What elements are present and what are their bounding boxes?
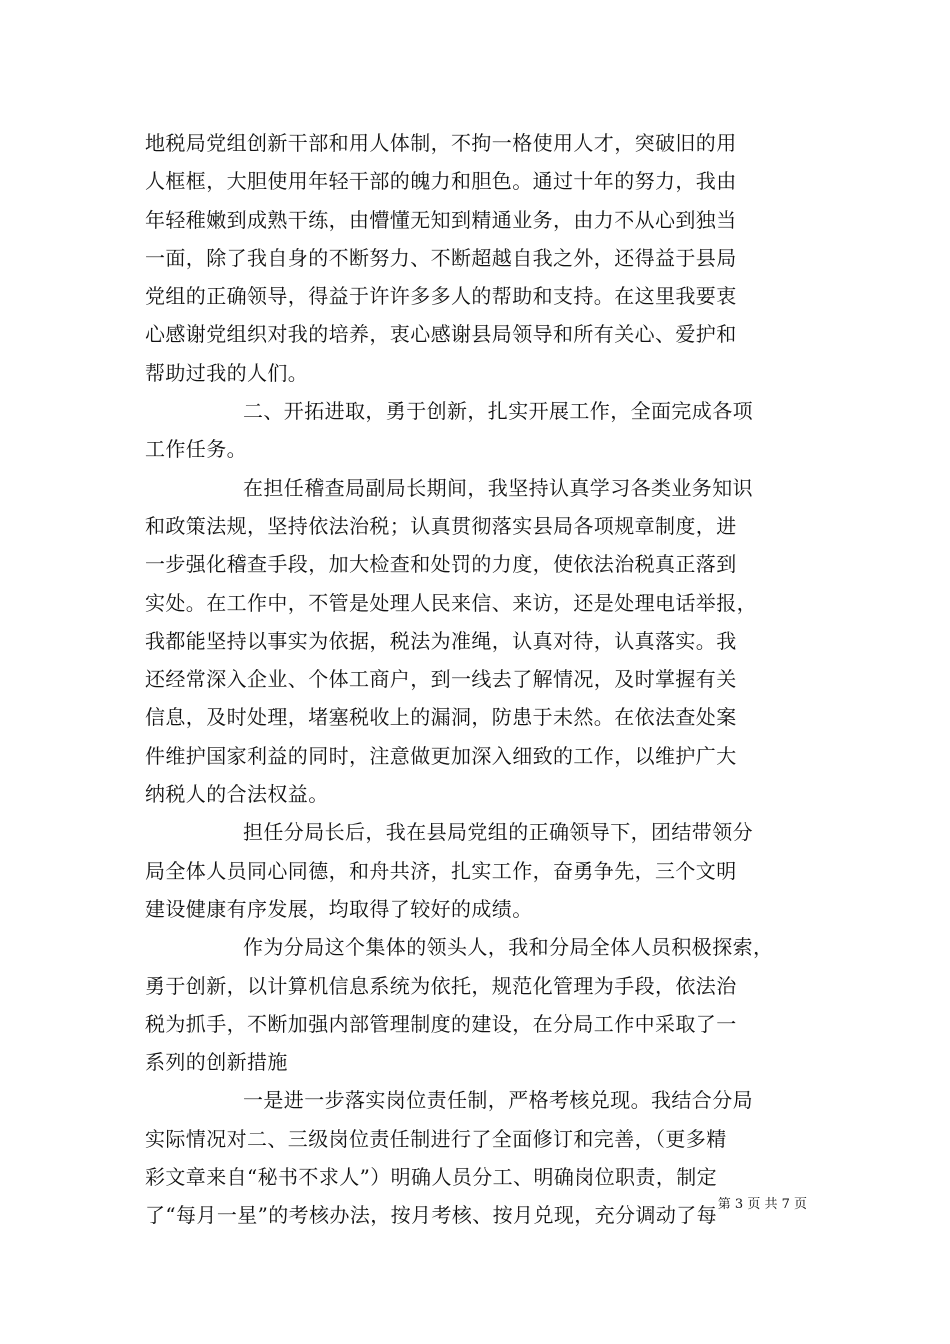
text-line: 心感谢党组织对我的培养，衷心感谢县局领导和所有关心、爱护和 [145, 322, 737, 347]
text-line: 一面，除了我自身的不断努力、不断超越自我之外，还得益于县局 [145, 245, 737, 270]
document-body [145, 124, 815, 1235]
text-line: 实处。在工作中，不管是处理人民来信、来访，还是处理电话举报， [145, 590, 757, 615]
text-line: 建设健康有序发展，均取得了较好的成绩。 [145, 896, 533, 921]
text-line: 工作任务。 [145, 437, 247, 462]
text-line: 帮助过我的人们。 [145, 360, 309, 385]
page-number: 第 3 页 共 7 页 [717, 1197, 807, 1212]
text-line: 在担任稽查局副局长期间，我坚持认真学习各类业务知识 [243, 475, 753, 500]
text-line: 作为分局这个集体的领头人，我和分局全体人员积极探索， [243, 935, 774, 960]
text-line: 了“每月一星”的考核办法，按月考核、按月兑现，充分调动了每 [145, 1203, 718, 1228]
text-line: 局全体人员同心同德，和舟共济，扎实工作，奋勇争先，三个文明 [145, 858, 737, 883]
text-line: 件维护国家利益的同时，注意做更加深入细致的工作，以维护广大 [145, 743, 737, 768]
text-line: 人框框，大胆使用年轻干部的魄力和胆色。通过十年的努力，我由 [145, 169, 737, 194]
text-line: 党组的正确领导，得益于许许多多人的帮助和支持。在这里我要衷 [145, 284, 737, 309]
text-line: 实际情况对二、三级岗位责任制进行了全面修订和完善，（更多精 [145, 1126, 727, 1151]
text-line: 和政策法规，坚持依法治税；认真贯彻落实县局各项规章制度，进 [145, 513, 737, 538]
text-line: 一步强化稽查手段，加大检查和处罚的力度，使依法治税真正落到 [145, 552, 737, 577]
text-line: 信息，及时处理，堵塞税收上的漏洞，防患于未然。在依法查处案 [145, 705, 737, 730]
text-line: 我都能坚持以事实为依据，税法为准绳，认真对待，认真落实。我 [145, 628, 737, 653]
text-line: 担任分局长后，我在县局党组的正确领导下，团结带领分 [243, 820, 753, 845]
text-line: 彩文章来自“秘书不求人”）明确人员分工、明确岗位职责，制定 [145, 1165, 718, 1190]
text-line: 地税局党组创新干部和用人体制，不拘一格使用人才，突破旧的用 [145, 131, 737, 155]
text-line: 二、开拓进取，勇于创新，扎实开展工作，全面完成各项 [243, 399, 753, 424]
text-line: 一是进一步落实岗位责任制，严格考核兑现。我结合分局 [243, 1088, 753, 1113]
text-line: 纳税人的合法权益。 [145, 782, 329, 807]
text-line: 勇于创新，以计算机信息系统为依托，规范化管理为手段，依法治 [145, 973, 737, 998]
text-line: 系列的创新措施 [145, 1050, 288, 1075]
text-line: 税为抓手，不断加强内部管理制度的建设，在分局工作中采取了一 [145, 1011, 737, 1036]
text-line: 还经常深入企业、个体工商户，到一线去了解情况，及时掌握有关 [145, 667, 737, 692]
text-line: 年轻稚嫩到成熟干练，由懵懂无知到精通业务，由力不从心到独当 [145, 207, 737, 232]
